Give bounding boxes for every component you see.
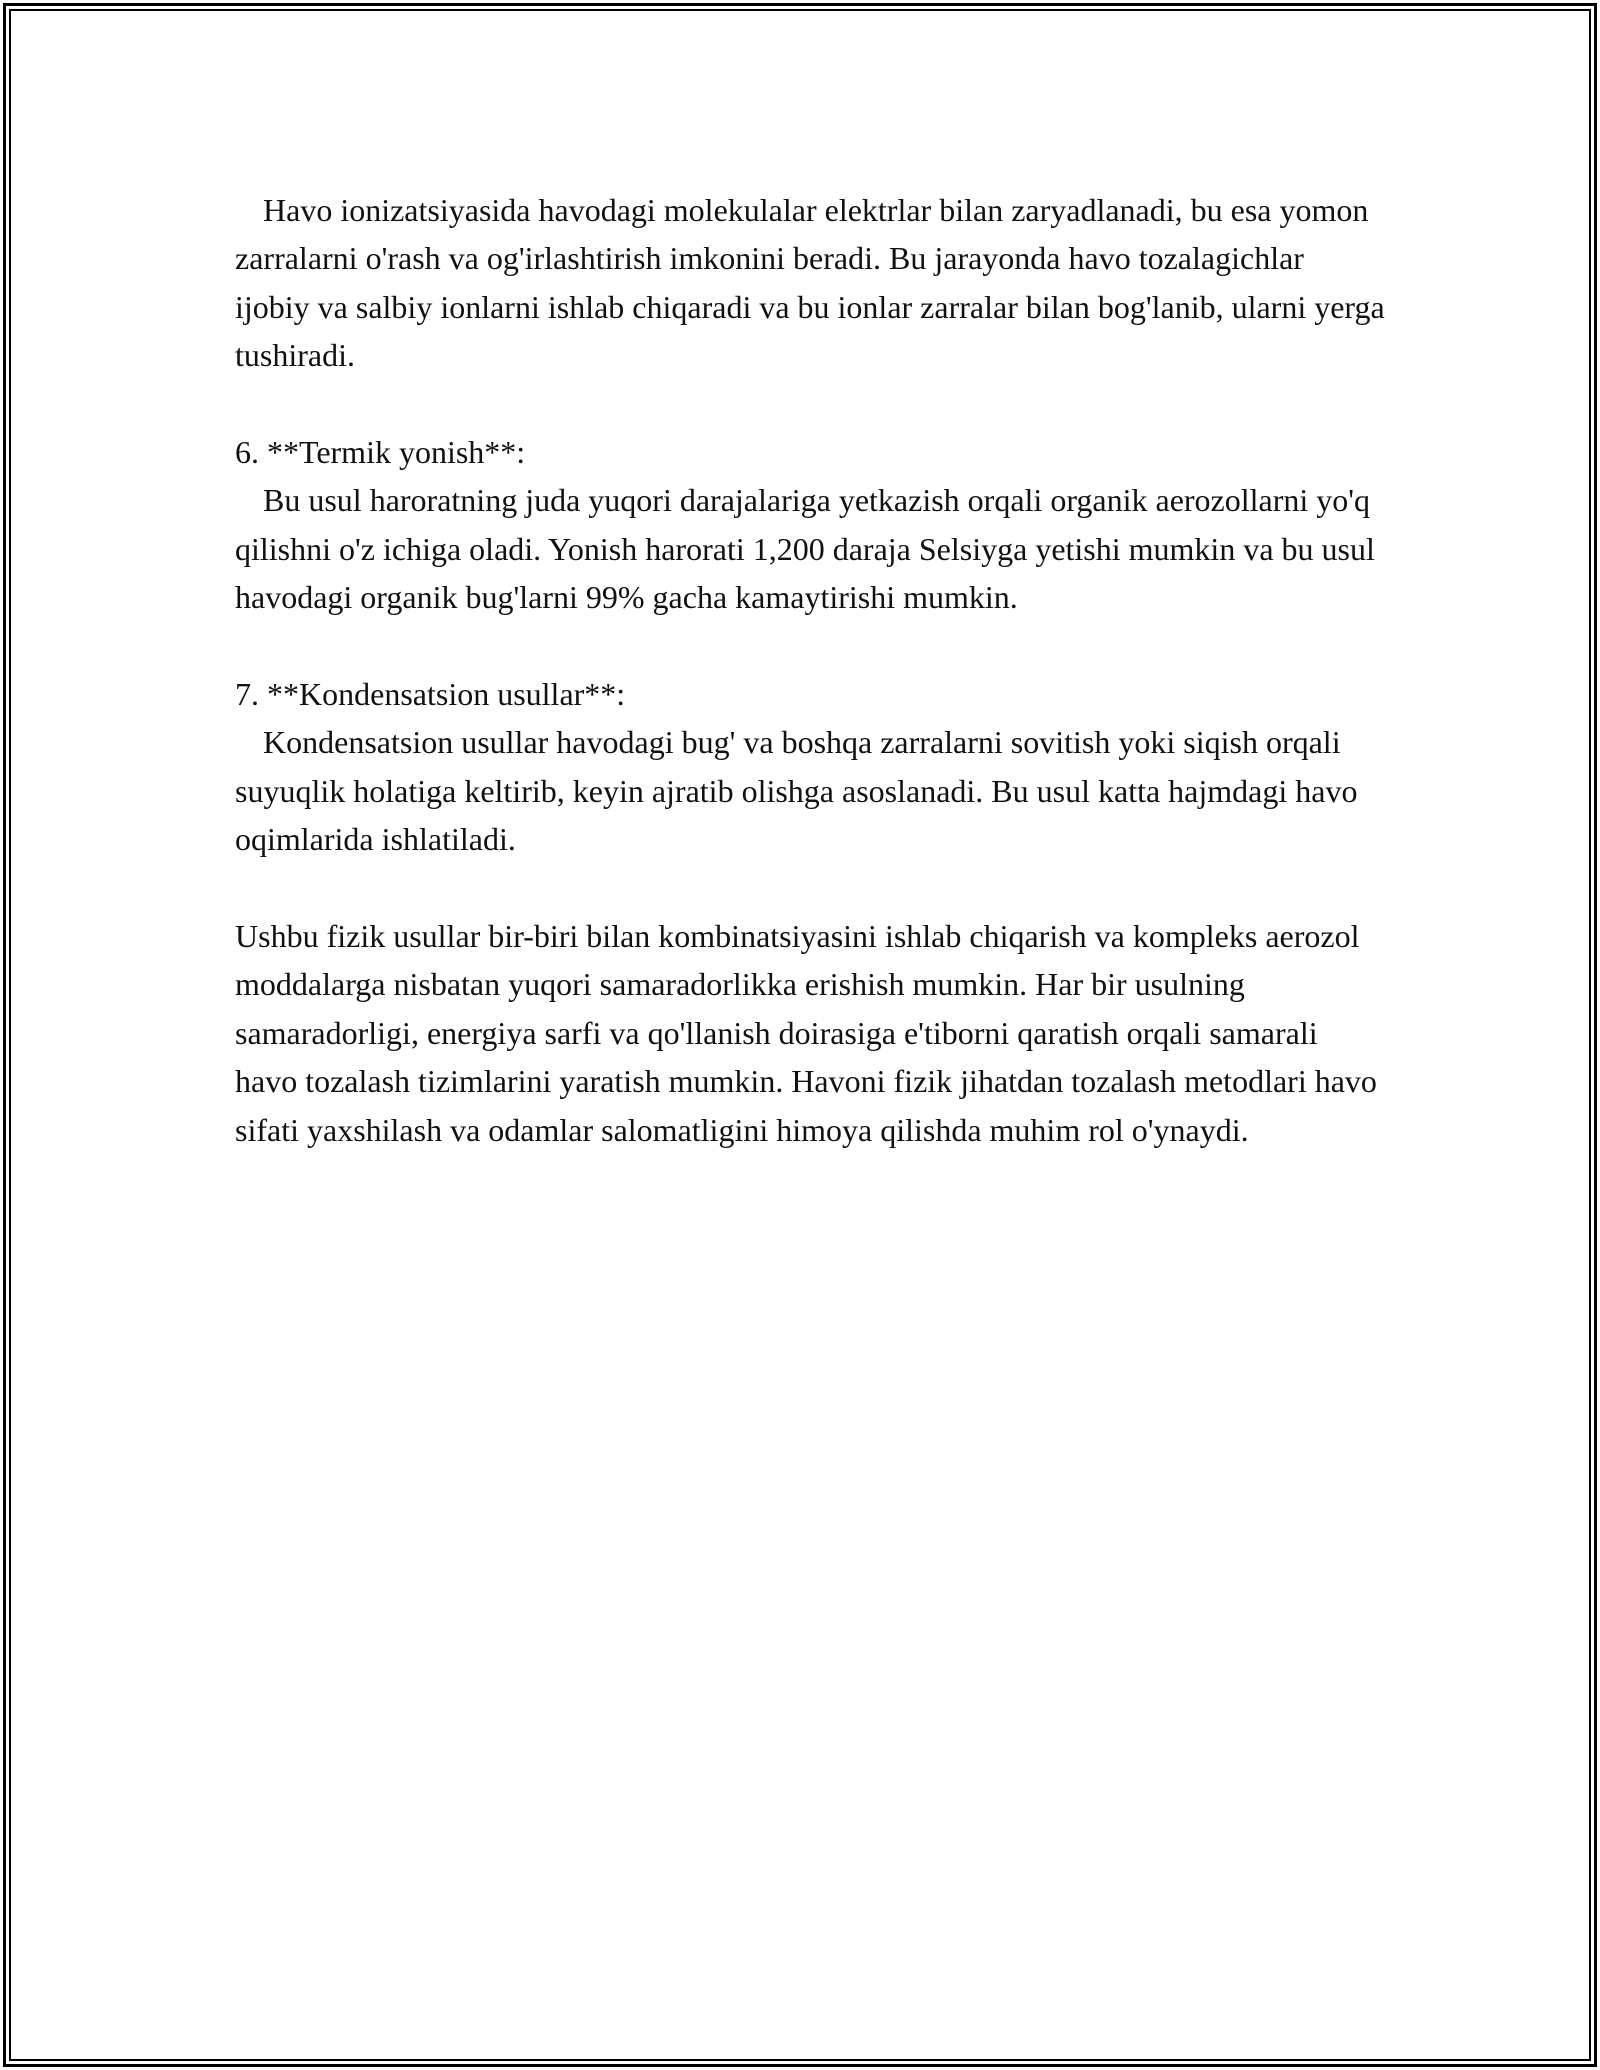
section-7-heading: 7. **Kondensatsion usullar**: [235,676,626,713]
section-6-heading: 6. **Termik yonish**: [235,434,526,471]
section-6-body: Bu usul haroratning juda yuqori darajalariga yetkazish orqali organik aerozollarni yo'q qilishni o'z ichiga oladi. Yonish harorati 1,200 daraja Selsiyga yetishi mumkin va bu usul havodagi organik bug'larni 99% gacha kamaytirishi mumkin. [235,482,1375,616]
intro-paragraph: Havo ionizatsiyasida havodagi molekulalar elektrlar bilan zaryadlanadi, bu esa yomon zarralarni o'rash va og'irlashtirish imkonini beradi. Bu jarayonda havo tozalagichlar ijobiy va salbiy ionlarni ishlab chiqaradi va bu ionlar zarralar bilan bog'lanib, ularni yerga tushiradi. [235,192,1393,374]
document-body [235,186,1393,1202]
section-7-body: Kondensatsion usullar havodagi bug' va boshqa zarralarni sovitish yoki siqish orqali suyuqlik holatiga keltirib, keyin ajratib olishga asoslanadi. Bu usul katta hajmdagi havo oqimlarida ishlatiladi. [235,724,1358,858]
conclusion-paragraph: Ushbu fizik usullar bir-biri bilan kombinatsiyasini ishlab chiqarish va kompleks aerozol moddalarga nisbatan yuqori samaradorlikka erishish mumkin. Har bir usulning samaradorligi, energiya sarfi va qo'llanish doirasiga e'tiborni qaratish orqali samarali havo tozalash tizimlarini yaratish mumkin. Havoni fizik jihatdan tozalash metodlari havo sifati yaxshilash va odamlar salomatligini himoya qilishda muhim rol o'ynaydi. [235,918,1385,1148]
